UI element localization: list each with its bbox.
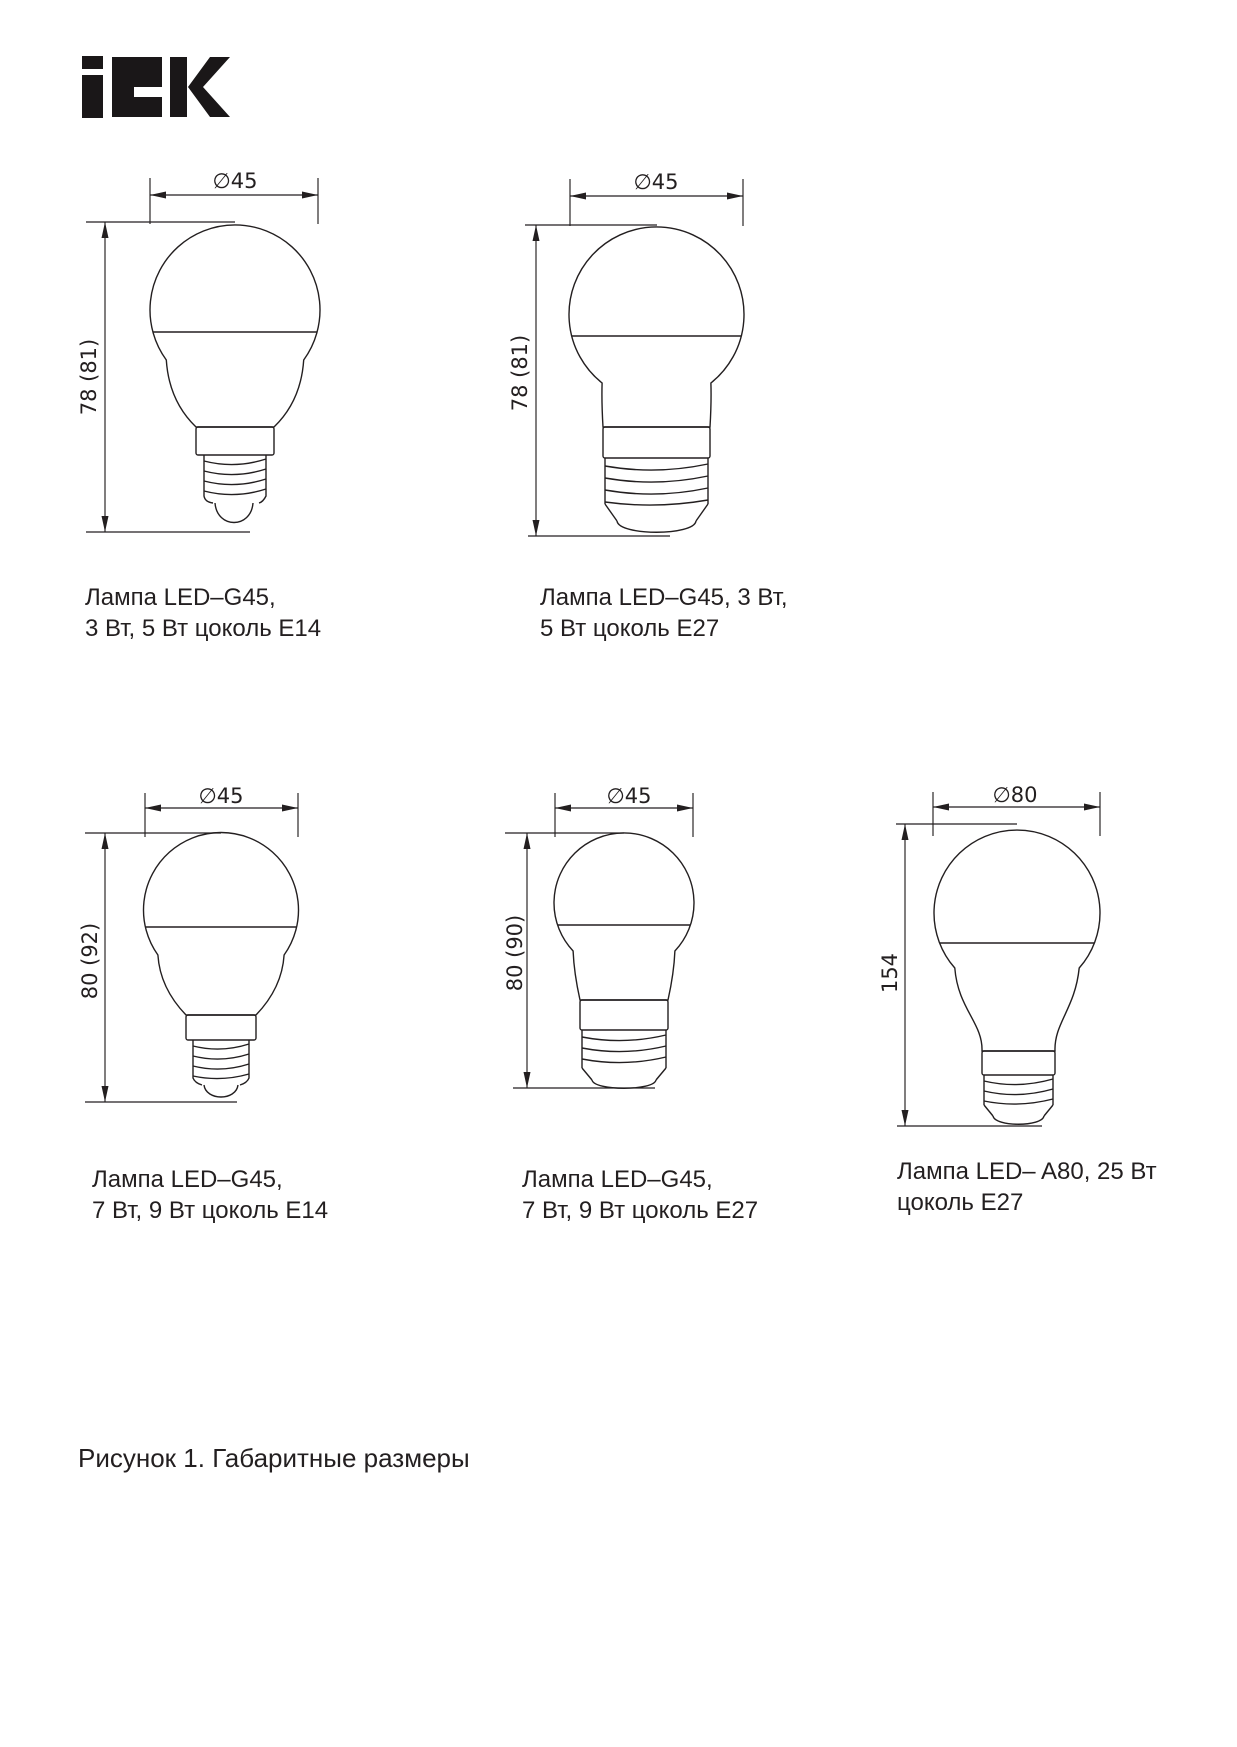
lamp-drawing-g45-e27 bbox=[513, 158, 748, 538]
lamp-figure-g45-e27-bottom bbox=[505, 783, 710, 1090]
caption-line2: 5 Вт цоколь E27 bbox=[540, 615, 720, 642]
caption-line2: 3 Вт, 5 Вт цоколь E14 bbox=[85, 615, 322, 642]
lamp-figure-a80-e27 bbox=[880, 783, 1105, 1130]
caption-line1: Лампа LED–G45, bbox=[522, 1166, 713, 1193]
diameter-dimension-label: ∅80 bbox=[992, 783, 1038, 807]
height-dimension-label: 78 (81) bbox=[508, 334, 532, 412]
height-dimension-label: 154 bbox=[878, 952, 902, 994]
lamp-caption bbox=[92, 1164, 328, 1226]
caption-line1: Лампа LED–G45, 3 Вт, bbox=[540, 584, 788, 611]
caption-line1: Лампа LED–G45, bbox=[85, 584, 276, 611]
diameter-dimension-label: ∅45 bbox=[633, 170, 679, 194]
lamp-drawing-a80-e27 bbox=[880, 783, 1105, 1130]
diameter-dimension-label: ∅45 bbox=[212, 169, 258, 193]
caption-line1: Лампа LED– A80, 25 Вт bbox=[897, 1158, 1157, 1185]
figure-caption: Рисунок 1. Габаритные размеры bbox=[78, 1443, 470, 1473]
lamp-drawing-g45-e14 bbox=[82, 158, 322, 536]
diameter-dimension-label: ∅45 bbox=[198, 784, 244, 808]
lamp-drawing-g45-e27 bbox=[505, 783, 710, 1090]
caption-line2: 7 Вт, 9 Вт цоколь E14 bbox=[92, 1197, 329, 1224]
iek-logo bbox=[82, 56, 230, 118]
height-dimension-label: 78 (81) bbox=[77, 338, 101, 416]
lamp-caption bbox=[897, 1156, 1157, 1218]
diameter-dimension-label: ∅45 bbox=[606, 784, 652, 808]
lamp-figure-g45-e14-bottom bbox=[78, 783, 304, 1105]
lamp-figure-g45-e14-top bbox=[77, 158, 322, 536]
lamp-figure-g45-e27-top bbox=[508, 158, 748, 538]
caption-line1: Лампа LED–G45, bbox=[92, 1166, 283, 1193]
caption-line2: цоколь E27 bbox=[897, 1189, 1024, 1216]
lamp-caption bbox=[85, 582, 321, 644]
lamp-caption bbox=[540, 582, 788, 644]
lamp-caption bbox=[522, 1164, 758, 1226]
caption-line2: 7 Вт, 9 Вт цоколь E27 bbox=[522, 1197, 759, 1224]
height-dimension-label: 80 (92) bbox=[78, 922, 102, 1000]
height-dimension-label: 80 (90) bbox=[503, 914, 527, 992]
lamp-drawing-g45-e14 bbox=[82, 783, 304, 1105]
